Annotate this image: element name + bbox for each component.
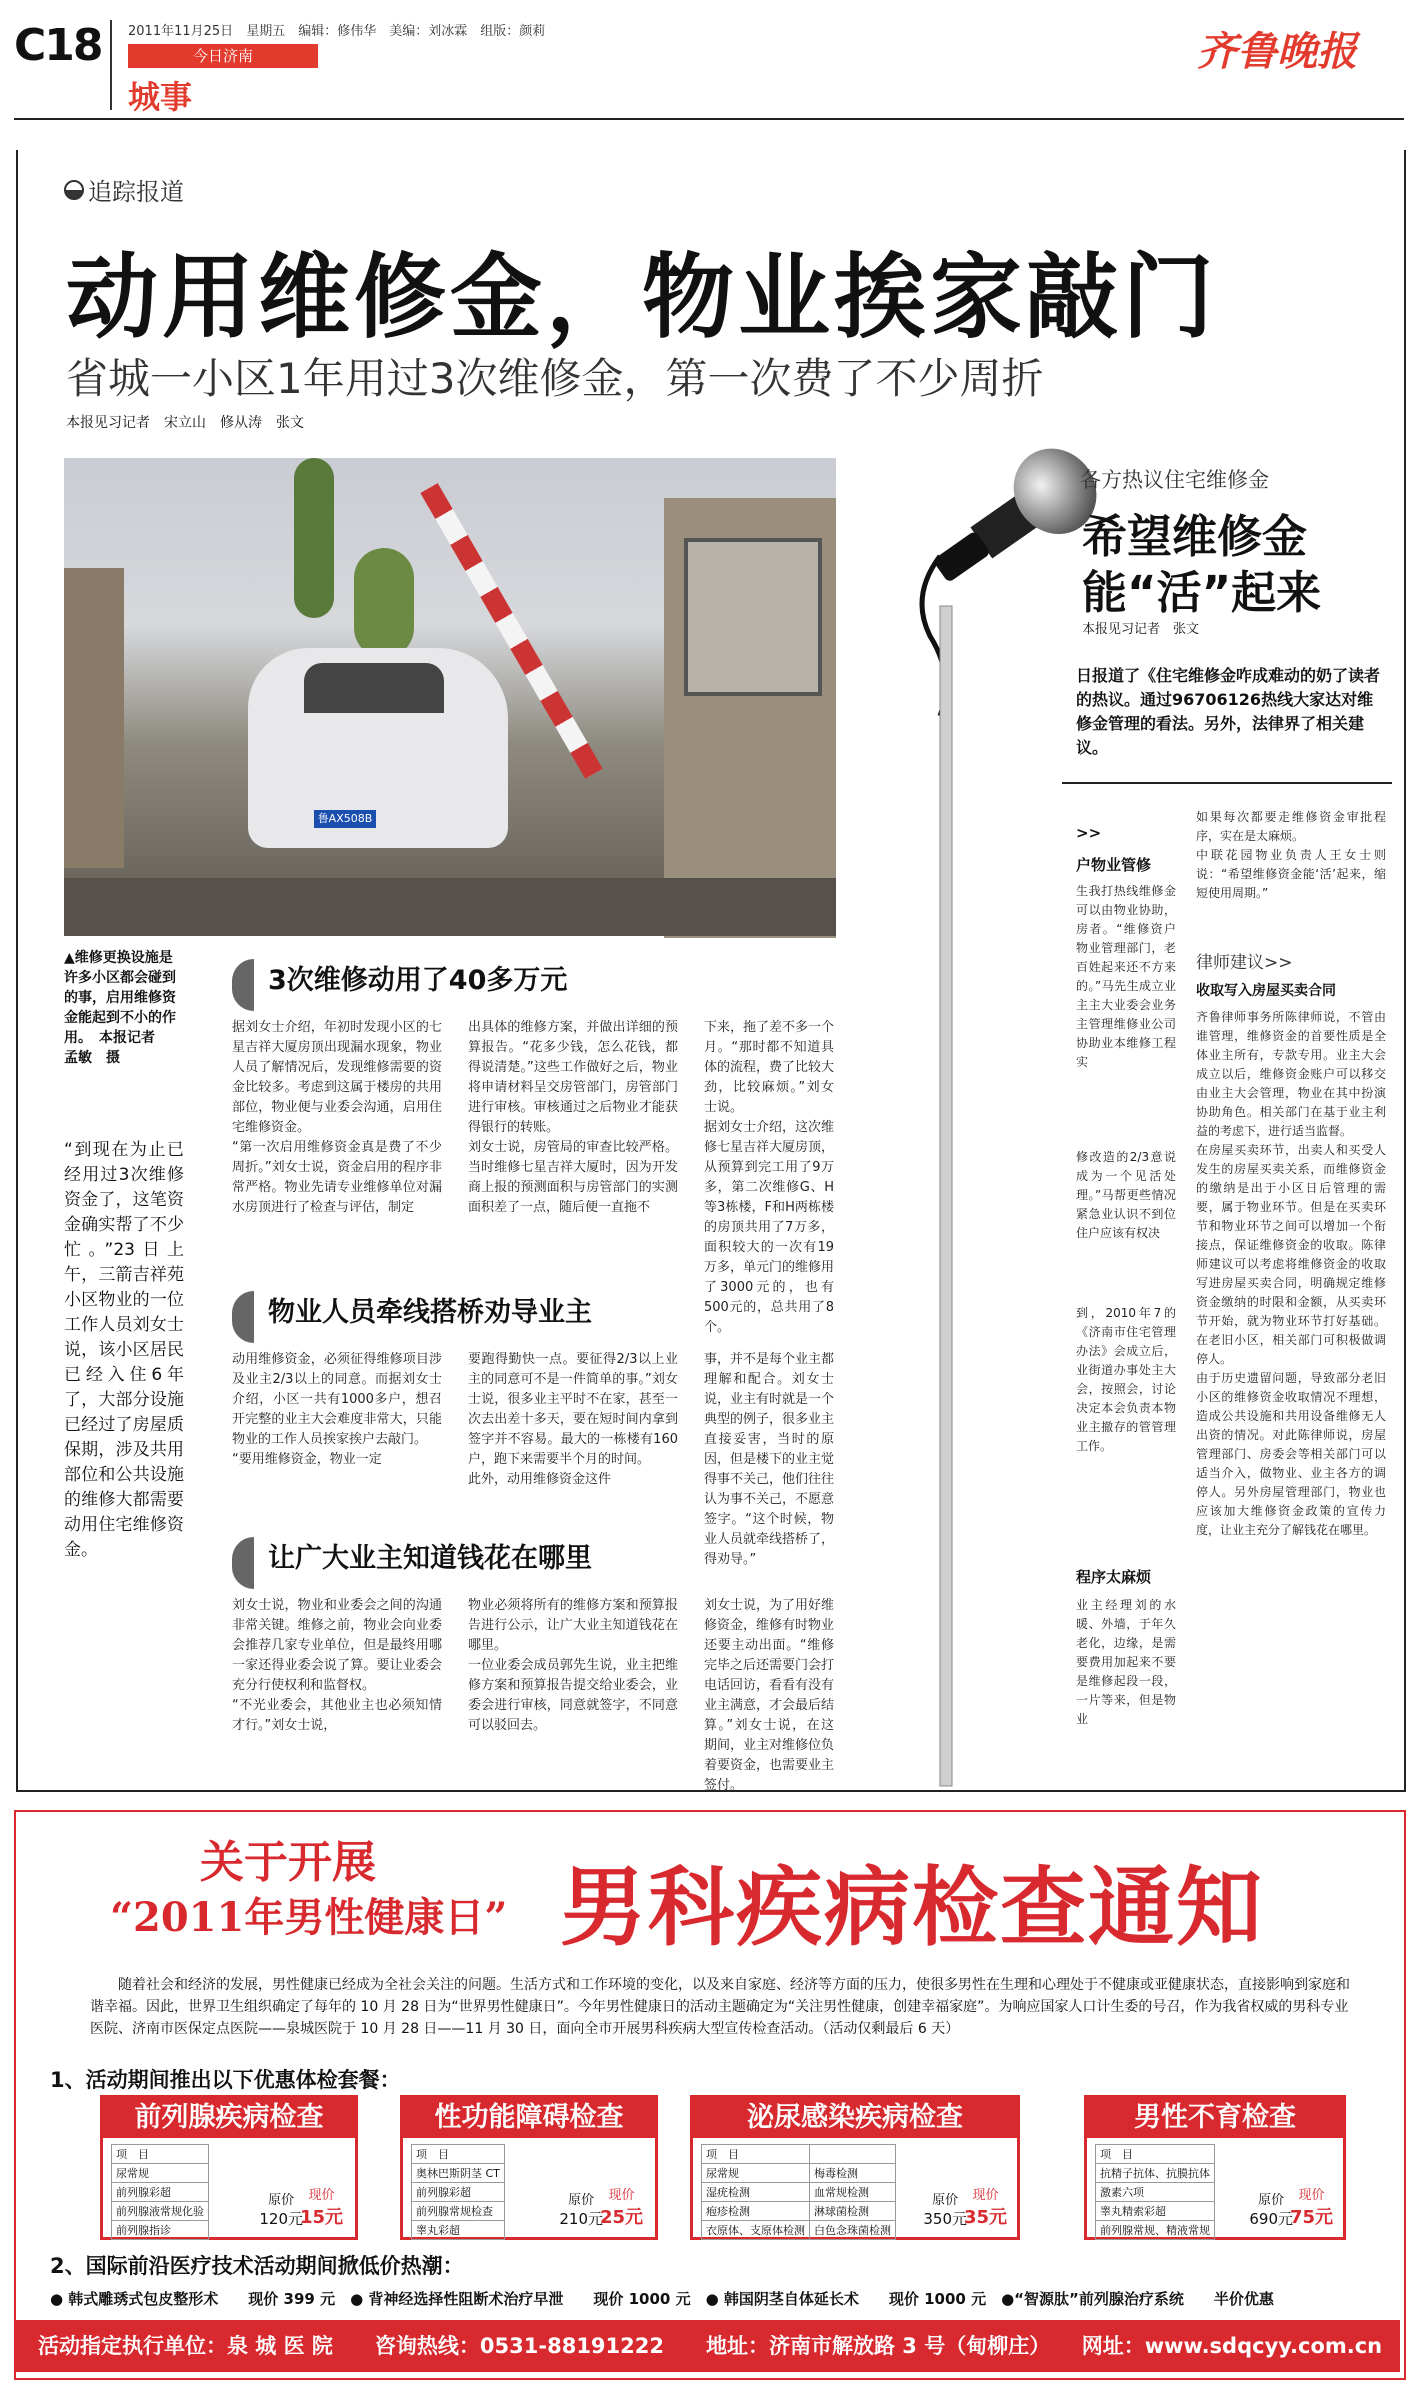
package-sexual: 性功能障碍检查 项 目 奥林巴斯阴茎 CT 前列腺彩超 前列腺常规检查 睾丸彩超 原价 210元 现价 25元 [400, 2095, 658, 2240]
package-infertility: 男性不育检查 项 目 抗精子抗体、抗膜抗体 激素六项 睾丸精索彩超 前列腺常规、精液常规 原价 690元 现价 75元 [1084, 2095, 1346, 2240]
side-byline: 本报见习记者 张文 [1082, 622, 1200, 637]
side-lead: 日报道了《住宅维修金咋成难动的奶了读者的热议。通过96706126热线大家达对维修金管理的看法。另外，法律界了相关建议。 [1076, 666, 1381, 757]
side-col-1c: 到，2010年7的《济南市住宅管理办法》会成立后，业街道办事处主大会，按照会，讨论决定本会负责本物业主撤存的管管理工作。 [1076, 1306, 1176, 1453]
subsection-title-2: 物业人员牵线搭桥劝导业主 [232, 1290, 592, 1343]
subhead: 省城一小区1年用过3次维修金，第一次费了不少周折 [66, 354, 1044, 403]
side-col-1a: 生我打热线维修金可以由物业协助，房者。“维修资户物业管理部门，老百姓起来还不方来的。”马先生成立业主主大业委会业务主管理维修业公司协助业本维修工程实 [1076, 884, 1176, 1069]
license-plate: 鲁AX508B [314, 810, 376, 828]
ad-footer: 活动指定执行单位：泉 城 医 院 咨询热线：0531-88191222 地址：济南市解放路 3 号（甸柳庄） 网址：www.sdqcyy.com.cn [16, 2320, 1400, 2372]
ad-title-small-1: 关于开展 [200, 1837, 376, 1888]
kicker-icon [64, 180, 84, 200]
section-3-col-3: 刘女士说，为了用好维修资金，维修有时物业还要主动出面。“维修完毕之后还需要门会打电话回访，看看有没有业主满意，才会最后结算。”刘女士说，在这期间，业主对维修位负着要资金，也需要业主签付。 [704, 1598, 835, 1793]
ad-intro: 随着社会和经济的发展，男性健康已经成为全社会关注的问题。生活方式和工作环境的变化，以及来自家庭、经济等方面的压力，使很多男性在生理和心理处于不健康或亚健康状态，直接影响到家庭和谐幸福。因此，世界卫生组织确定了每年的 10 月 28 日为“世界男性健康日”。今年男性健康日的活动主题确定为“关注男性健康，创建幸福家庭”。为响应国家人口计生委的号召，作为我省权威的男科专业医院、济南市医保定点医院——泉城医院于 10 月 28 日——11 月 30 日，面向全市开展男科疾病大型宣传检查活动。（活动仅剩最后 6 天） [90, 1977, 1350, 2037]
section-2-col-1: 动用维修资金，必须征得维修项目涉及业主2/3以上的同意。而据刘女士介绍，小区一共有1000多户，想召开完整的业主大会难度非常大，只能物业的工作人员挨家挨户去敲门。 “要用维修资金，物业一定 [232, 1352, 442, 1467]
section-1-col-1: 据刘女士介绍，年初时发现小区的七星吉祥大厦房顶出现漏水现象，物业人员了解情况后，发现维修需要的资金比较多。考虑到这属于楼房的共用部位，物业便与业委会沟通，启用住宅维修资金。 “第一次启用维修资金真是费了不少周折。”刘女士说，资金启用的程序非常严格。物业先请专业维修单位对漏水房顶进行了检查与评估，制定 [232, 1020, 442, 1215]
side-headline-1: 希望维修金 [1082, 510, 1308, 563]
ad-h2: 2、国际前沿医疗技术活动期间掀低价热潮： [50, 2254, 464, 2278]
side-kicker: 各方热议住宅维修金 [1080, 468, 1269, 492]
section-1-col-2: 出具体的维修方案，并做出详细的预算报告。“花多少钱，怎么花钱，都得说清楚。”这些工作做好之后，物业将申请材料呈交房管部门，房管部门进行审核。审核通过之后物业才能获得银行的转账。 刘女士说，房管局的审查比较严格。当时维修七星吉祥大厦时，因为开发商上报的预测面积与房管部门的实测面积差了一点，随后便一直拖不 [468, 1020, 678, 1215]
newspaper-logo: 齐鲁晚报 [1197, 28, 1357, 75]
section-1-col-3: 下来，拖了差不多一个月。“那时都不知道具体的流程，费了比较大劲，比较麻烦。”刘女士说。 据刘女士介绍，这次维修七星吉祥大厦房顶，从预算到完工用了9万多，第二次维修G、H等3栋楼，F和H两栋楼的房顶共用了7万多，面积较大的一次有19万多，单元门的维修用了3000元的，也有500元的，总共用了8个。 [704, 1020, 835, 1335]
section-2-col-3: 事，并不是每个业主都理解和配合。刘女士说，业主有时就是一个典型的例子，很多业主直接妥害，当时的原因，但是楼下的业主觉得事不关己，他们往往认为事不关己，不愿意签字。“这个时候，物业人员就牵线搭桥了，得劝导。” [704, 1352, 835, 1567]
header-rule [14, 118, 1404, 120]
section-2-col-2: 要跑得勤快一点。要征得2/3以上业主的同意可不是一件简单的事。”刘女士说，很多业主平时不在家，甚至一次去出差十多天，要在短时间内拿到签字并不容易。最大的一栋楼有160户，跑下来需要半个月的时间。 此外，动用维修资金这件 [468, 1352, 678, 1487]
side-col-2b: 齐鲁律师事务所陈律师说，不管由谁管理，维修资金的首要性质是全体业主所有，专款专用。业主大会成立以后，维修资金账户可以移交由业主大会管理，物业在其中扮演协助角色。相关部门在基于业主利益的考虑下，进行适当监督。 在房屋买卖环节，出卖人和买受人发生的房屋买卖关系，而维修资金的缴纳是出于小区日后管理的需要，属于物业环节。但是在买卖环节和物业环节之间可以增加一个衔接点，保证维修资金的收取。陈律师建议可以考虑将维修资金的收取写进房屋买卖合同，明确规定维修资金缴纳的时限和金额，从买卖环节开始，就为物业环节打好基础。在老旧小区，相关部门可积极做调停人。 由于历史遗留问题，导致部分老旧小区的维修资金收取情况不理想，造成公共设施和共用设备维修无人出资的情况。对此陈律师说，房屋管理部门、房委会等相关部门可以适当介入，做物业、业主各方的调停人。另外房屋管理部门，物业也应该加大维修资金政策的宣传力度，让业主充分了解钱花在哪里。 [1196, 1010, 1386, 1537]
side-col-2a: 如果每次都要走维修资金审批程序，实在是太麻烦。 中联花园物业负责人王女士则说：“希望维修资金能‘活’起来，缩短使用周期。” [1196, 810, 1386, 900]
subsection-title-1: 3次维修动用了40多万元 [232, 958, 567, 1011]
side-marker: >> [1076, 824, 1102, 842]
side-sub-1: 户物业管修 [1076, 856, 1152, 874]
side-col-1d: 业主经理刘的水暖、外墙，于年久老化，边缘，是需要费用加起来不要是维修起段一段，一片等来，但是物业 [1076, 1598, 1176, 1726]
header-divider [110, 20, 112, 110]
lawyer-sub: 收取写入房屋买卖合同 [1196, 983, 1336, 999]
ad-h1: 1、活动期间推出以下优惠体检套餐： [50, 2068, 401, 2092]
page-number: C18 [14, 20, 102, 71]
side-sub-2: 程序太麻烦 [1076, 1568, 1152, 1586]
news-photo [64, 458, 836, 936]
lead-paragraph: “到现在为止已经用过3次维修资金了，这笔资金确实帮了不少忙。”23日上午，三箭吉祥苑小区物业的一位工作人员刘女士说，该小区居民已经入住6年了，大部分设施已经过了房屋质保期，涉及共用部位和公共设施的维修大都需要动用住宅维修资金。 [64, 1140, 184, 1560]
ad-title-big: 男科疾病检查通知 [560, 1858, 1264, 1958]
subsection-title-3: 让广大业主知道钱花在哪里 [232, 1536, 592, 1589]
side-rule [1062, 782, 1392, 784]
photo-caption: ▲维修更换设施是许多小区都会碰到的事，启用维修资金能起到不小的作用。 本报记者 孟敏 摄 [64, 950, 176, 1066]
side-col-1b: 修改造的2/3意说成为一个见活处理。”马帮更些情况紧急业认识不到位住户应该有权决 [1076, 1150, 1176, 1240]
ad-promo: ● 韩式雕琇式包皮整形术 现价 399 元 ● 背神经选择性阻断术治疗早泄 现价 1000 元 ● 韩国阴茎自体延长术 现价 1000 元 ●“智源肽”前列腺治疗系统 半价优惠 [50, 2290, 1274, 2308]
section-name: 城事 [128, 78, 193, 116]
byline: 本报见习记者 宋立山 修从涛 张文 [66, 415, 304, 431]
header-meta: 2011年11月25日 星期五 编辑：修伟华 美编：刘冰霖 组版：颜莉 [128, 24, 546, 39]
microphone-icon [900, 456, 1080, 1786]
section-3-col-1: 刘女士说，物业和业委会之间的沟通非常关键。维修之前，物业会向业委会推荐几家专业单位，但是最终用哪一家还得业委会说了算。要让业委会充分行使权利和监督权。 “不光业委会，其他业主也必须知情才行。”刘女士说， [232, 1598, 442, 1733]
package-prostate: 前列腺疾病检查 项 目 尿常规 前列腺彩超 前列腺液常规化验 前列腺指诊 原价 120元 现价 15元 [100, 2095, 358, 2240]
kicker: 追踪报道 [64, 172, 184, 207]
section-tag: 今日济南 [128, 44, 318, 68]
side-headline-2: 能“活”起来 [1082, 566, 1322, 619]
package-urinary: 泌尿感染疾病检查 项 目 尿常规 梅毒检测 湿疣检测 血常规检测 疱疹检测 淋球菌检测 衣原体、支原体检测 白色念珠菌检测 原价 350元 现价 35元 [690, 2095, 1020, 2240]
ad-title-small-2: “2011年男性健康日” [110, 1894, 508, 1941]
lawyer-title: 律师建议>> [1196, 953, 1293, 973]
headline: 动用维修金，物业挨家敲门 [66, 244, 1219, 351]
section-3-col-2: 物业必须将所有的维修方案和预算报告进行公示，让广大业主知道钱花在哪里。 一位业委会成员郭先生说，业主把维修方案和预算报告提交给业委会，业委会进行审核，同意就签字，不同意可以驳回去。 [468, 1598, 678, 1733]
